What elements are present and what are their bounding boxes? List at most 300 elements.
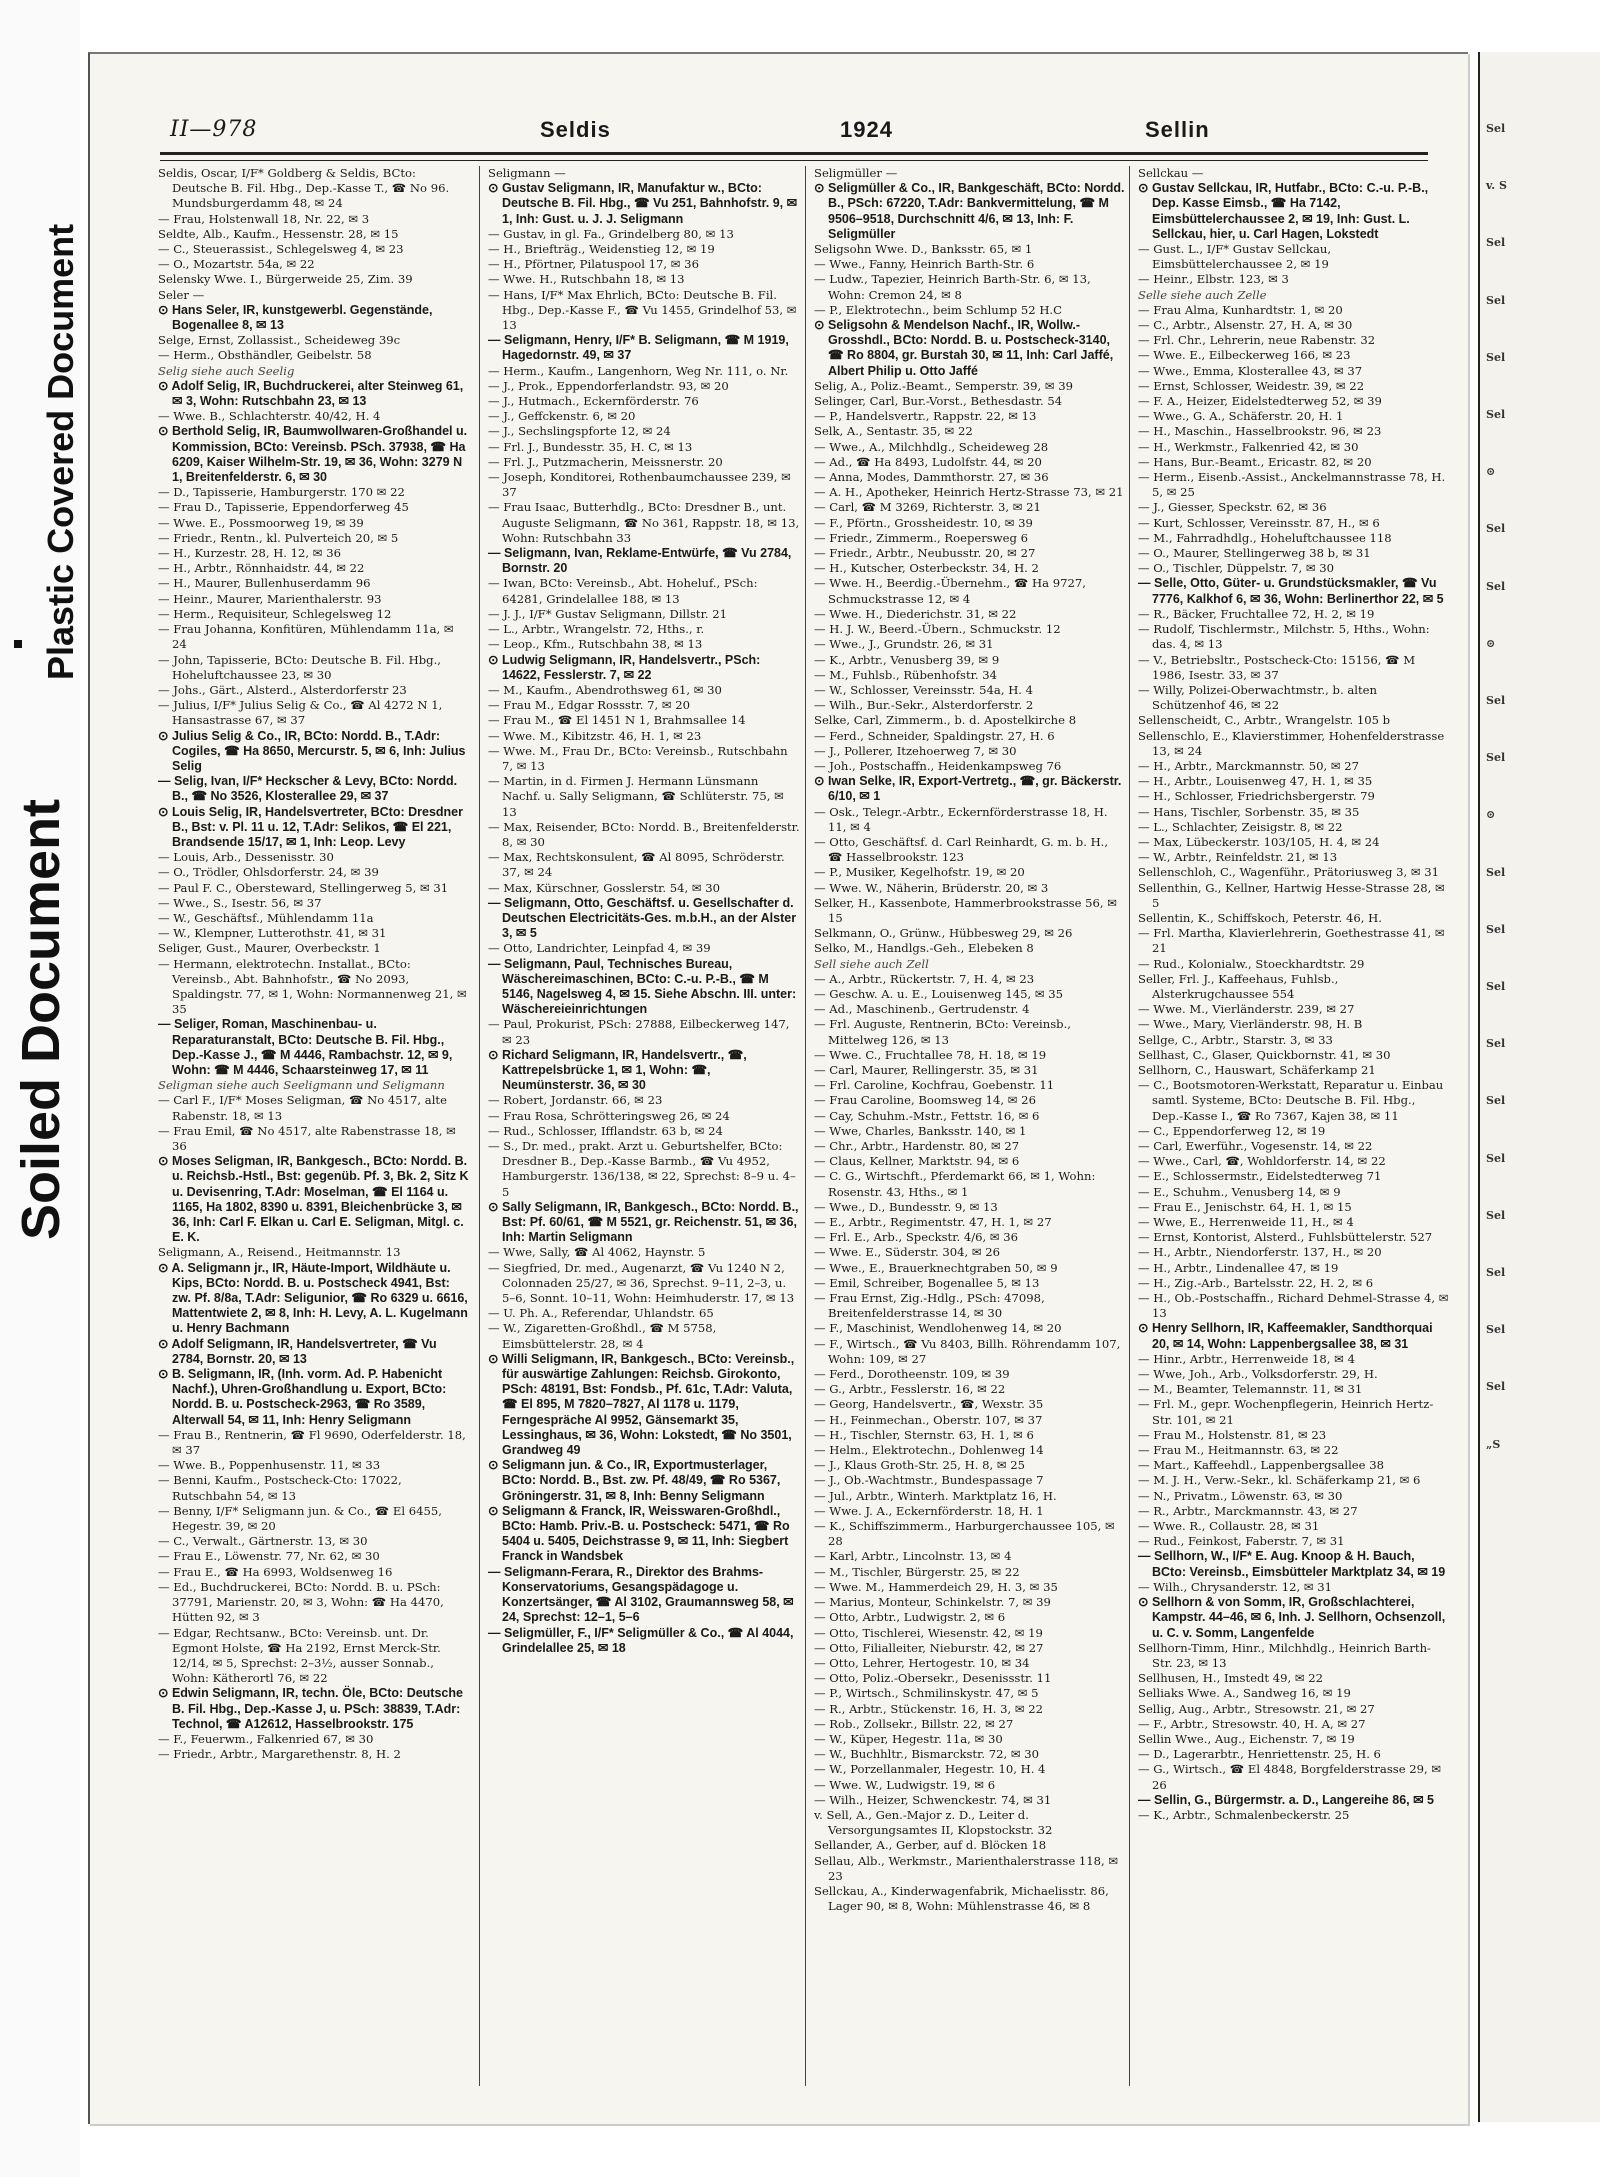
directory-entry: — Frau, Holstenwall 18, Nr. 22, ✉ 3 [158,211,370,226]
directory-entry: — W., Klempner, Lutterothstr. 41, ✉ 31 [158,926,387,941]
directory-entry: — Frau D., Tapisserie, Eppendorferweg 45 [158,500,409,515]
firm-entry: ⊙ B. Seligmann, IR, (Inh. vorm. Ad. P. Habenicht Nachf.), Uhren-Großhandlung u. Export, BCto: Nordd. B. u. Postscheck-2963, ☎ Ro 3589, Alterwall 54, ✉ 11, Inh: Henry Seligmann [158,1367,447,1427]
directory-entry: — U. Ph. A., Referendar, Uhlandstr. 65 [488,1306,714,1321]
directory-entry: — A., Arbtr., Rückertstr. 7, H. 4, ✉ 23 [814,971,1035,986]
directory-entry: — Wwe, E., Herrenweide 11, H., ✉ 4 [1138,1215,1354,1230]
edge-fragment: Sel [1486,980,1506,993]
directory-entry: — Wwe. H., Rutschbahn 18, ✉ 13 [488,272,685,287]
directory-entry: Seligmann, A., Reisend., Heitmannstr. 13 [158,1245,401,1260]
directory-entry: — G., Arbtr., Fesslerstr. 16, ✉ 22 [814,1382,1006,1397]
directory-entry: — Emil, Schreiber, Bogenallee 5, ✉ 13 [814,1275,1040,1290]
directory-entry: — J., Ob.-Wachtmstr., Bundespassage 7 [814,1473,1044,1488]
directory-entry: v. Sell, A., Gen.-Major z. D., Leiter d. Versorgungsamtes II, Klopstockstr. 32 [814,1807,1053,1838]
directory-entry: — Wwe. B., Poppenhusenstr. 11, ✉ 33 [158,1458,381,1473]
directory-entry: — S., Dr. med., prakt. Arzt u. Geburtshelfer, BCto: Dresdner B., Dep.-Kasse Barmb., ☎ Vu 4952, Hamburgerstr. 136/138, ✉ 22, Sprechst: 8–9 u. 4–5 [488,1139,796,1199]
firm-entry: ⊙ A. Seligmann jr., IR, Häute-Import, Wildhäute u. Kips, BCto: Nordd. B. u. Postscheck 4941, Bst: zw. Pf. 8/8a, T.Adr: Seligunior, ☎ Ro 6329 u. 6616, Mattentwiete 2, ✉ 8, Inh: H. Levy, A. L. Kugelmann u. Henry Bachmann [158,1260,468,1336]
directory-entry: — J., Sechslingspforte 12, ✉ 24 [488,424,671,439]
directory-entry: — Ernst, Kontorist, Alsterd., Fuhlsbüttelerstr. 527 [1138,1230,1433,1245]
directory-entry: — Wwe. C., Fruchtallee 78, H. 18, ✉ 19 [814,1047,1047,1062]
directory-entry: — W., Küper, Hegestr. 11a, ✉ 30 [814,1731,1003,1746]
directory-entry: — O., Maurer, Stellingerweg 38 b, ✉ 31 [1138,546,1371,561]
directory-entry: — A. H., Apotheker, Heinrich Hertz-Strasse 73, ✉ 21 [814,485,1124,500]
directory-entry: — Frl. Chr., Lehrerin, neue Rabenstr. 32 [1138,333,1376,348]
directory-entry: — Rud., Feinkost, Faberstr. 7, ✉ 31 [1138,1534,1345,1549]
directory-entry: — W., Schlosser, Vereinsstr. 54a, H. 4 [814,682,1034,697]
column-divider [479,166,480,2086]
directory-entry: — H., Arbtr., Louisenweg 47, H. 1, ✉ 35 [1138,774,1373,789]
directory-entry: Seligmüller — [814,166,898,180]
directory-entry: — Rud., Kolonialw., Stoeckhardtstr. 29 [1138,956,1365,971]
directory-column-3 [814,166,1126,2086]
directory-entry: — Paul, Prokurist, PSch: 27888, Eilbeckerweg 147, ✉ 23 [488,1017,790,1047]
directory-entry: — W., Arbtr., Reinfeldstr. 21, ✉ 13 [1138,850,1338,865]
directory-entry: Selle siehe auch Zelle [1138,287,1267,302]
directory-entry: — Ferd., Schneider, Spaldingstr. 27, H. 6 [814,728,1055,743]
directory-entry: Seligmann — [488,166,566,180]
directory-entry: — V., Betriebsltr., Postscheck-Cto: 15156, ☎ M 1986, Isestr. 33, ✉ 37 [1138,652,1416,682]
directory-entry: — C., Bootsmotoren-Werkstatt, Reparatur u. Einbau samtl. Systeme, BCto: Deutsche B. Fil. Hbg., Dep.-Kasse I., ☎ Ro 7367, Kajen 38, ✉ 11 [1138,1078,1444,1123]
directory-entry: — O., Trödler, Ohlsdorferstr. 24, ✉ 39 [158,865,379,880]
directory-entry: — Gustav, in gl. Fa., Grindelberg 80, ✉ 13 [488,226,734,241]
directory-entry: — W., Buchhltr., Bismarckstr. 72, ✉ 30 [814,1747,1039,1762]
directory-entry: Selk, A., Sentastr. 35, ✉ 22 [814,424,973,439]
directory-entry: — Willy, Polizei-Oberwachtmstr., b. alten Schützenhof 46, ✉ 22 [1138,682,1377,713]
directory-entry: — Wwe. W., Näherin, Brüderstr. 20, ✉ 3 [814,880,1049,895]
column-divider [805,166,806,2086]
directory-entry: — Carl, ☎ M 3269, Richterstr. 3, ✉ 21 [814,500,1041,515]
directory-entry: — Osk., Telegr.-Arbtr., Eckernförderstrasse 18, H. 11, ✉ 4 [814,804,1108,834]
directory-entry: — R., Arbtr., Marckmannstr. 43, ✉ 27 [1138,1503,1358,1518]
directory-entry: — Wwe. E., Süderstr. 304, ✉ 26 [814,1245,1001,1260]
directory-entry: — Hermann, elektrotechn. Installat., BCto: Vereinsb., Abt. Bahnhofstr., ☎ No 2093, Spaldingstr. 77, ✉ 1, Wohn: Normannenweg 21, ✉ 35 [158,956,467,1017]
directory-entry: — Wwe. H., Beerdig.-Übernehm., ☎ Ha 9727, Schmuckstrasse 12, ✉ 4 [814,576,1086,606]
directory-entry: Sellenthin, G., Kellner, Hartwig Hesse-Strasse 28, ✉ 5 [1138,880,1445,910]
directory-column-4 [1138,166,1450,2086]
directory-entry: — Wwe., Emma, Klosterallee 43, ✉ 37 [1138,363,1363,378]
firm-entry: — Sellhorn, W., I/F* E. Aug. Knoop & H. Bauch, BCto: Vereinsb., Eimsbütteler Marktplatz 34, ✉ 19 [1138,1549,1446,1579]
directory-entry: Seligman siehe auch Seeligmann und Seligmann [158,1078,445,1093]
directory-entry: — M., Beamter, Telemannstr. 11, ✉ 31 [1138,1382,1363,1397]
directory-entry: — Wwe. W., Ludwigstr. 19, ✉ 6 [814,1777,996,1792]
edge-fragment: „S [1486,1437,1501,1451]
directory-entry: — H., Arbtr., Marckmannstr. 50, ✉ 27 [1138,758,1359,773]
directory-entry: — Frl. Martha, Klavierlehrerin, Goethestrasse 41, ✉ 21 [1138,926,1445,956]
directory-entry: Seler — [158,287,205,302]
directory-entry: — Wwe. M., Vierländerstr. 239, ✉ 27 [1138,1002,1355,1017]
directory-entry: — Hans, I/F* Max Ehrlich, BCto: Deutsche B. Fil. Hbg., Dep.-Kasse F., ☎ Vu 1455, Grindelhof 53, ✉ 13 [488,287,797,333]
directory-entry: — Wwe. H., Diederichstr. 31, ✉ 22 [814,606,1017,621]
directory-entry: — Karl, Arbtr., Lincolnstr. 13, ✉ 4 [814,1549,1012,1564]
directory-column-2 [488,166,800,2086]
directory-entry: — Max, Kürschner, Gosslerstr. 54, ✉ 30 [488,880,721,895]
directory-entry: — H., Zig.-Arb., Bartelsstr. 22, H. 2, ✉ 6 [1138,1275,1374,1290]
directory-entry: — Frl. E., Arb., Speckstr. 4/6, ✉ 36 [814,1230,1019,1245]
directory-entry: — Claus, Kellner, Marktstr. 94, ✉ 6 [814,1154,1020,1169]
directory-entry: — H., Kutscher, Osterbeckstr. 34, H. 2 [814,561,1039,576]
directory-entry: Selig, A., Poliz.-Beamt., Semperstr. 39, ✉ 39 [814,378,1074,393]
directory-entry: — D., Tapisserie, Hamburgerstr. 170 ✉ 22 [158,485,405,500]
edge-fragment: Sel [1486,751,1506,765]
directory-entry: — Frl. J., Bundesstr. 35, H. C, ✉ 13 [488,439,693,454]
edge-fragment: Sel [1486,1208,1506,1222]
directory-entry: — Carl, Ewerführ., Vogesenstr. 14, ✉ 22 [1138,1139,1373,1153]
directory-entry: — K., Arbtr., Venusberg 39, ✉ 9 [814,652,1000,667]
directory-entry: — Wwe., S., Isestr. 56, ✉ 37 [158,895,322,910]
directory-entry: — M., Tischler, Bürgerstr. 25, ✉ 22 [814,1564,1020,1579]
directory-entry: — F., Wirtsch., ☎ Vu 8403, Billh. Röhrendamm 107, Wohn: 109, ✉ 27 [814,1336,1121,1366]
directory-entry: — Frl. Caroline, Kochfrau, Goebenstr. 11 [814,1078,1055,1093]
directory-entry: — O., Tischler, Düppelstr. 7, ✉ 30 [1138,561,1335,576]
directory-entry: — Carl, Maurer, Rellingerstr. 35, ✉ 31 [814,1062,1039,1077]
directory-column-1 [158,166,470,2086]
directory-entry: Sellander, A., Gerber, auf d. Blöcken 18 [814,1838,1047,1853]
directory-entry: — Wwe., G. A., Schäferstr. 20, H. 1 [1138,409,1344,424]
directory-entry: — Heinr., Elbstr. 123, ✉ 3 [1138,272,1289,287]
directory-entry: Sell siehe auch Zell [814,956,929,971]
directory-entry: Selliaks Wwe. A., Sandweg 16, ✉ 19 [1138,1686,1351,1701]
firm-entry: ⊙ Julius Selig & Co., IR, BCto: Nordd. B., T.Adr: Cogiles, ☎ Ha 8650, Mercurstr. 5, ✉ 6, Inh: Julius Selig [158,728,466,773]
directory-entry: — Wwe, Sally, ☎ Al 4062, Haynstr. 5 [488,1245,706,1260]
directory-entry: — Wwe. R., Collaustr. 28, ✉ 31 [1138,1519,1320,1534]
directory-entry: — Cay, Schuhm.-Mstr., Fettstr. 16, ✉ 6 [814,1108,1040,1123]
directory-entry: — F., Maschinist, Wendlohenweg 14, ✉ 20 [814,1321,1062,1336]
directory-entry: — J., Pollerer, Itzehoerweg 7, ✉ 30 [814,743,1017,758]
directory-entry: Selko, M., Handlgs.-Geh., Elebeken 8 [814,941,1034,956]
directory-entry: — H., Feinmechan., Oberstr. 107, ✉ 37 [814,1412,1043,1427]
directory-entry: — Heinr., Maurer, Marienthalerstr. 93 [158,591,382,606]
directory-entry: — Joseph, Konditorei, Rothenbaumchaussee 239, ✉ 37 [488,470,791,500]
directory-entry: — C., Eppendorferweg 12, ✉ 19 [1138,1123,1326,1138]
edge-fragment: Sel [1486,122,1506,135]
directory-entry: — Frau E., Löwenstr. 77, Nr. 62, ✉ 30 [158,1549,380,1564]
directory-entry: Sellckau — [1138,166,1204,180]
directory-entry: — J., Hutmach., Eckernförderstr. 76 [488,394,699,409]
directory-entry: — E., Arbtr., Regimentstr. 47, H. 1, ✉ 27 [814,1215,1052,1230]
directory-entry: — Otto, Geschäftsf. d. Carl Reinhardt, G. m. b. H., ☎ Hasselbrookstr. 123 [814,834,1109,865]
edge-fragment: v. S [1486,179,1507,193]
soiled-document-stamp: Soiled Document [11,798,71,1240]
directory-entry: — N., Privatm., Löwenstr. 63, ✉ 30 [1138,1488,1343,1503]
directory-entry: Seldis, Oscar, I/F* Goldberg & Seldis, BCto: Deutsche B. Fil. Hbg., Dep.-Kasse T., ☎ No 96. Mundsburgerdamm 48, ✉ 24 [158,166,450,211]
directory-entry: — Wwe., E., Brauerknechtgraben 50, ✉ 9 [814,1260,1058,1275]
directory-entry: — J., Klaus Groth-Str. 25, H. 8, ✉ 25 [814,1458,1026,1473]
edge-fragment: Sel [1486,922,1506,936]
directory-entry: — Friedr., Arbtr., Neubusstr. 20, ✉ 27 [814,546,1036,561]
directory-entry: — H., Maschin., Hasselbrookstr. 96, ✉ 23 [1138,424,1382,439]
directory-entry: — Herm., Kaufm., Langenhorn, Weg Nr. 111, o. Nr. [488,363,789,378]
directory-entry: — Frau M., Holstenstr. 81, ✉ 23 [1138,1427,1327,1442]
directory-entry: — F., Arbtr., Stresowstr. 40, H. A, ✉ 27 [1138,1716,1366,1731]
firm-entry: ⊙ Henry Sellhorn, IR, Kaffeemakler, Sandthorquai 20, ✉ 14, Wohn: Lappenbergsallee 38, ✉ 31 [1138,1321,1433,1351]
directory-entry: — Frau Rosa, Schrötteringsweg 26, ✉ 24 [488,1108,730,1123]
directory-entry: — Benny, I/F* Seligmann jun. & Co., ☎ El 6455, Hegestr. 39, ✉ 20 [158,1503,442,1534]
edge-fragment: Sel [1486,1037,1506,1051]
directory-entry: — Frau M., Edgar Rossstr. 7, ✉ 20 [488,698,691,713]
directory-entry: Seliger, Gust., Maurer, Overbeckstr. 1 [158,941,381,956]
directory-entry: — Frau E., Jenischstr. 64, H. 1, ✉ 15 [1138,1199,1352,1214]
directory-entry: — Johs., Gärt., Alsterd., Alsterdorferstr 23 [158,682,407,697]
directory-entry: — Wwe. M., Kibitzstr. 46, H. 1, ✉ 23 [488,728,702,743]
firm-entry: — Selig, Ivan, I/F* Heckscher & Levy, BCto: Nordd. B., ☎ No 3526, Klosterallee 29, ✉ 37 [158,774,458,804]
directory-entry: — Wwe. M., Hammerdeich 29, H. 3, ✉ 35 [814,1579,1058,1594]
directory-entry: Sellenschlo, E., Klavierstimmer, Hohenfelderstrasse 13, ✉ 24 [1138,728,1445,758]
edge-fragment: Sel [1486,350,1506,364]
directory-entry: — Friedr., Zimmerm., Roepersweg 6 [814,530,1028,545]
directory-entry: — Wwe., J., Grundstr. 26, ✉ 31 [814,637,994,652]
directory-entry: — Wilh., Heizer, Schwenckestr. 74, ✉ 31 [814,1792,1052,1807]
directory-entry: — Chr., Arbtr., Hardenstr. 80, ✉ 27 [814,1139,1020,1153]
directory-entry: — C., Verwalt., Gärtnerstr. 13, ✉ 30 [158,1534,368,1549]
directory-entry: — Louis, Arb., Dessenisstr. 30 [158,850,334,865]
directory-entry: — H., Tischler, Sternstr. 63, H. 1, ✉ 6 [814,1427,1034,1442]
directory-entry: — Wwe. E., Eilbeckerweg 166, ✉ 23 [1138,348,1351,363]
directory-entry: — J. J., I/F* Gustav Seligmann, Dillstr. 21 [488,606,727,621]
edge-fragment: Sel [1486,579,1506,593]
directory-entry: — John, Tapisserie, BCto: Deutsche B. Fil. Hbg., Hoheluftchaussee 23, ✉ 30 [158,652,441,682]
directory-entry: — H., Briefträg., Weidenstieg 12, ✉ 19 [488,242,715,257]
firm-entry: ⊙ Edwin Seligmann, IR, techn. Öle, BCto: Deutsche B. Fil. Hbg., Dep.-Kasse J, u. PSch: 38839, T.Adr: Technol, ☎ A12612, Hasselbrookstr. 175 [158,1686,463,1731]
directory-page [88,52,1468,2124]
header-first-keyword: Seldis [540,117,611,142]
directory-entry: Selkmann, O., Grünw., Hübbesweg 29, ✉ 26 [814,926,1073,941]
directory-entry: — P., Wirtsch., Schmilinskystr. 47, ✉ 5 [814,1686,1039,1701]
directory-entry: — Wilh., Chrysanderstr. 12, ✉ 31 [1138,1579,1333,1594]
firm-entry: — Seligmann, Otto, Geschäftsf. u. Gesellschafter d. Deutschen Electricitäts-Ges. m.b.H., an der Alster 3, ✉ 5 [488,895,797,941]
directory-entry: — C. G., Wirtschft., Pferdemarkt 66, ✉ 1, Wohn: Rosenstr. 43, Hths., ✉ 1 [814,1169,1096,1199]
side-stamp-strip [0,0,80,2177]
firm-entry: ⊙ Gustav Seligmann, IR, Manufaktur w., BCto: Deutsche B. Fil. Hbg., ☎ Vu 251, Bahnhofstr. 9, ✉ 1, Inh: Gust. u. J. J. Seligmann [488,181,798,226]
directory-entry: — Otto, Arbtr., Ludwigstr. 2, ✉ 6 [814,1610,1006,1625]
edge-fragment: ⊙ [1486,808,1496,822]
directory-entry: — Helm., Elektrotechn., Dohlenweg 14 [814,1443,1044,1458]
directory-entry: — Frau Isaac, Butterhdlg., BCto: Dresdner B., unt. Auguste Seligmann, ☎ No 361, Rappstr. 18, ✉ 13, Wohn: Rutschbahn 33 [488,500,800,545]
directory-entry: — P., Musiker, Kegelhofstr. 19, ✉ 20 [814,865,1025,880]
firm-entry: — Seligmann, Paul, Technisches Bureau, Wäschereimaschinen, BCto: C.-u. P.-B., ☎ M 5146, Nagelsweg 4, ✉ 15. Siehe Abschn. III. unter: Wäschereieinrichtungen [488,956,797,1017]
directory-entry: — L., Schlachter, Zeisigstr. 8, ✉ 22 [1138,819,1343,834]
edge-fragment: Sel [1486,1151,1506,1165]
directory-entry: — Frau Alma, Kunhardtstr. 1, ✉ 20 [1138,302,1343,317]
directory-entry: — Max, Lübeckerstr. 103/105, H. 4, ✉ 24 [1138,834,1380,849]
directory-entry: Selensky Wwe. I., Bürgerweide 25, Zim. 39 [158,272,413,287]
directory-entry: — Wwe. E., Possmoorweg 19, ✉ 39 [158,515,364,530]
directory-entry: — H., Werkmstr., Falkenried 42, ✉ 30 [1138,439,1359,454]
directory-entry: — D., Lagerarbtr., Henriettenstr. 25, H. 6 [1138,1747,1381,1762]
directory-entry: — G., Wirtsch., ☎ El 4848, Borgfelderstrasse 29, ✉ 26 [1138,1762,1442,1792]
directory-entry: — Friedr., Rentn., kl. Pulverteich 20, ✉ 5 [158,530,399,545]
stamp-mark [14,640,22,648]
directory-entry: — Siegfried, Dr. med., Augenarzt, ☎ Vu 1240 N 2, Colonnaden 25/27, ✉ 36, Sprechst. 9–11, 2–3, u. 5–6, Sonnt. 10–11, Wohn: Heimhuderstr. 17, ✉ 13 [488,1260,795,1306]
directory-entry: Sellenscheidt, C., Arbtr., Wrangelstr. 105 b [1138,713,1391,728]
directory-entry: — F., Feuerwm., Falkenried 67, ✉ 30 [158,1731,374,1746]
directory-entry: Sellau, Alb., Werkmstr., Marienthalerstrasse 118, ✉ 23 [814,1853,1119,1883]
directory-entry: — Max, Rechtskonsulent, ☎ Al 8095, Schröderstr. 37, ✉ 24 [488,850,785,880]
directory-entry: — H. J. W., Beerd.-Übern., Schmuckstr. 12 [814,622,1061,637]
firm-entry: ⊙ Berthold Selig, IR, Baumwollwaren-Großhandel u. Kommission, BCto: Vereinsb. PSch. 37938, ☎ Ha 6209, Kaiser Wilhelm-Str. 19, ✉ 36, Wohn: 3279 N 1, Breitenfelderstr. 6, ✉ 30 [158,424,468,485]
directory-entry: Selig siehe auch Seelig [158,363,295,378]
directory-entry: — Ernst, Schlosser, Weidestr. 39, ✉ 22 [1138,378,1365,393]
directory-entry: — Ferd., Dorotheenstr. 109, ✉ 39 [814,1367,1010,1382]
firm-entry: ⊙ Seligmann & Franck, IR, Weisswaren-Großhdl., BCto: Hamb. Priv.-B. u. Postscheck: 5471, ☎ Ro 5404 u. 5405, Deichstrasse 9, ✉ 11, Inh: Siegbert Franck in Wandsbek [488,1503,790,1564]
directory-entry: Selge, Ernst, Zollassist., Scheideweg 39c [158,333,401,348]
directory-entry: — R., Bäcker, Fruchtallee 72, H. 2, ✉ 19 [1138,606,1375,621]
directory-entry: Sellhast, C., Glaser, Quickbornstr. 41, ✉ 30 [1138,1047,1391,1062]
directory-entry: — Kurt, Schlosser, Vereinsstr. 87, H., ✉ 6 [1138,515,1380,530]
directory-entry: — Frau M., ☎ El 1451 N 1, Brahmsallee 14 [488,713,746,728]
directory-entry: — Friedr., Arbtr., Margarethenstr. 8, H. 2 [158,1747,401,1762]
firm-entry: ⊙ Iwan Selke, IR, Export-Vertretg., ☎, gr. Bäckerstr. 6/10, ✉ 1 [814,774,1122,804]
edge-fragment: Sel [1486,522,1506,536]
directory-entry: — Wwe, Joh., Arb., Volksdorferstr. 29, H. [1138,1367,1378,1382]
directory-entry: — Frau M., Heitmannstr. 63, ✉ 22 [1138,1443,1339,1458]
directory-entry: — Rudolf, Tischlermstr., Milchstr. 5, Hths., Wohn: das. 4, ✉ 13 [1138,622,1430,652]
directory-entry: — R., Arbtr., Stückenstr. 16, H. 3, ✉ 22 [814,1701,1044,1716]
directory-entry: — P., Handelsvertr., Rappstr. 22, ✉ 13 [814,409,1037,424]
edge-fragment: Sel [1486,694,1506,707]
directory-entry: — Benni, Kaufm., Postscheck-Cto: 17022, Rutschbahn 54, ✉ 13 [158,1473,402,1503]
firm-entry: — Seliger, Roman, Maschinenbau- u. Reparaturanstalt, BCto: Deutsche B. Fil. Hbg., Dep.-Kasse J., ☎ M 4446, Rambachstr. 12, ✉ 9, Wohn: ☎ M 4446, Schaarsteinweg 17, ✉ 11 [158,1017,453,1077]
firm-entry: — Sellin, G., Bürgermstr. a. D., Langereihe 86, ✉ 5 [1138,1792,1434,1807]
firm-entry: ⊙ Willi Seligmann, IR, Bankgesch., BCto: Vereinsb., für auswärtige Zahlungen: Reichsb. Girokonto, PSch: 48191, Bst: Fondsb., Pf. 61c, T.Adr: Valuta, ☎ El 895, M 7820–7827, Al 1178 u. 1179, Ferngespräche Al 9952, Gänsemarkt 35, Lessinghaus, ✉ 36, Wohn: Lokstedt, ☎ No 3501, Grandweg 49 [488,1351,795,1458]
directory-entry: Sellhorn, C., Hauswart, Schäferkamp 21 [1138,1062,1376,1077]
directory-entry: Sellenschloh, C., Wagenführ., Prätoriusweg 3, ✉ 31 [1138,865,1439,880]
directory-entry: — Frl. M., gepr. Wochenpflegerin, Heinrich Hertz-Str. 101, ✉ 21 [1138,1397,1434,1427]
directory-entry: — H., Ob.-Postschaffn., Richard Dehmel-Strasse 4, ✉ 13 [1138,1291,1449,1321]
directory-entry: — Georg, Handelsvertr., ☎, Wexstr. 35 [814,1397,1044,1412]
firm-entry: ⊙ Adolf Selig, IR, Buchdruckerei, alter Steinweg 61, ✉ 3, Wohn: Rutschbahn 23, ✉ 13 [158,378,464,409]
directory-entry: — Julius, I/F* Julius Selig & Co., ☎ Al 4272 N 1, Hansastrasse 67, ✉ 37 [158,698,443,728]
firm-entry: — Seligmann, Ivan, Reklame-Entwürfe, ☎ Vu 2784, Bornstr. 20 [488,546,792,576]
edge-fragment: Sel [1486,1094,1506,1108]
firm-entry: — Seligmüller, F., I/F* Seligmüller & Co., ☎ Al 4044, Grindelallee 25, ✉ 18 [488,1625,794,1655]
directory-entry: — Ad., ☎ Ha 8493, Ludolfstr. 44, ✉ 20 [814,454,1042,469]
directory-entry: — Robert, Jordanstr. 66, ✉ 23 [488,1093,663,1108]
directory-entry: — K., Schiffszimmerm., Harburgerchaussee 105, ✉ 28 [814,1519,1115,1549]
directory-entry: — H., Pförtner, Pilatuspool 17, ✉ 36 [488,257,699,272]
directory-entry: — Edgar, Rechtsanw., BCto: Vereinsb. unt. Dr. Egmont Holste, ☎ Ha 2192, Ernst Merck-Str. 12/14, ✉ 5, Sprechst: 2–3½, ausser Sonnab., Wohn: Kätherortl 76, ✉ 22 [158,1625,441,1686]
directory-entry: — C., Steuerassist., Schlegelsweg 4, ✉ 23 [158,242,404,257]
directory-entry: — Carl F., I/F* Moses Seligman, ☎ No 4517, alte Rabenstr. 18, ✉ 13 [158,1093,447,1123]
directory-entry: — Wwe., D., Bundesstr. 9, ✉ 13 [814,1199,998,1214]
directory-entry: — Paul F. C., Obersteward, Stellingerweg 5, ✉ 31 [158,880,449,895]
firm-entry: ⊙ Louis Selig, IR, Handelsvertreter, BCto: Dresdner B., Bst: v. Pl. 11 u. 12, T.Adr: Selikos, ☎ El 221, Brandsende 15/17, ✉ 1, Inh: Leop. Levy [158,804,463,849]
directory-entry: Seller, Frl. J., Kaffeehaus, Fuhlsb., Alsterkrugchaussee 554 [1138,971,1339,1001]
directory-entry: — Frau E., ☎ Ha 6993, Woldsenweg 16 [158,1564,393,1579]
directory-entry: — Wwe, Charles, Banksstr. 140, ✉ 1 [814,1123,1027,1138]
directory-entry: — M. J. H., Verw.-Sekr., kl. Schäferkamp 21, ✉ 6 [1138,1473,1421,1488]
directory-entry: — F., Pförtn., Grossheidestr. 10, ✉ 39 [814,515,1033,530]
directory-entry: — Otto, Poliz.-Obersekr., Desenissstr. 11 [814,1671,1052,1686]
directory-entry: — E., Schuhm., Venusberg 14, ✉ 9 [1138,1184,1341,1199]
edge-fragment: Sel [1486,1323,1506,1337]
directory-entry: Selker, H., Kassenbote, Hammerbrookstrasse 56, ✉ 15 [814,895,1118,925]
directory-entry: — Frau Johanna, Konfitüren, Mühlendamm 11a, ✉ 24 [158,622,454,652]
directory-entry: Sellhorn-Timm, Hinr., Milchhdlg., Heinrich Barth-Str. 23, ✉ 13 [1138,1640,1431,1670]
directory-entry: — Anna, Modes, Dammthorstr. 27, ✉ 36 [814,470,1049,485]
directory-entry: — Rud., Schlosser, Ifflandstr. 63 b, ✉ 24 [488,1123,723,1138]
directory-entry: — Wwe. M., Frau Dr., BCto: Vereinsb., Rutschbahn 7, ✉ 13 [488,743,788,773]
directory-entry: — Leop., Kfm., Rutschbahn 38, ✉ 13 [488,637,703,652]
directory-entry: — Geschw. A. u. E., Louisenweg 145, ✉ 35 [814,986,1064,1001]
directory-entry: — Otto, Landrichter, Leinpfad 4, ✉ 39 [488,941,711,956]
directory-entry: Sellentin, K., Schiffskoch, Peterstr. 46, H. [1138,910,1382,925]
directory-entry: Selke, Carl, Zimmerm., b. d. Apostelkirche 8 [814,713,1077,728]
directory-entry: — Wwe. B., Schlachterstr. 40/42, H. 4 [158,409,381,424]
column-divider [1129,166,1130,2086]
directory-entry: — P., Elektrotechn., beim Schlump 52 H.C [814,302,1062,317]
directory-entry: — W., Geschäftsf., Mühlendamm 11a [158,910,374,925]
directory-entry: — C., Arbtr., Alsenstr. 27, H. A, ✉ 30 [1138,318,1353,333]
directory-entry: — H., Arbtr., Niendorferstr. 137, H., ✉ 20 [1138,1245,1382,1260]
directory-entry: — H., Schlosser, Friedrichsbergerstr. 79 [1138,789,1375,804]
directory-entry: — W., Porzellanmaler, Hegestr. 10, H. 4 [814,1762,1046,1777]
directory-entry: — Wwe. J. A., Eckernförderstr. 18, H. 1 [814,1503,1044,1518]
directory-entry: — J., Prok., Eppendorferlandstr. 93, ✉ 20 [488,378,729,393]
directory-entry: — M., Fahrradhdlg., Hoheluftchaussee 118 [1138,530,1392,545]
directory-entry: — Hans, Bur.-Beamt., Ericastr. 82, ✉ 20 [1138,454,1372,469]
header-last-keyword: Sellin [1145,117,1210,142]
directory-entry: Sellin Wwe., Aug., Eichenstr. 7, ✉ 19 [1138,1731,1355,1746]
directory-entry: — W., Zigaretten-Großhdl., ☎ M 5758, Eimsbüttelerstr. 28, ✉ 4 [488,1321,717,1351]
directory-entry: — Herm., Eisenb.-Assist., Anckelmannstrasse 78, H. 5, ✉ 25 [1138,470,1446,500]
firm-entry: ⊙ Seligmann jun. & Co., IR, Exportmusterlager, BCto: Nordd. B., Bst. zw. Pf. 48/49, ☎ Ro 5367, Gröningerstr. 31, ✉ 8, Inh: Benny Seligmann [488,1458,781,1503]
edge-fragment: Sel [1486,293,1506,307]
directory-entry: — Wwe., Carl, ☎, Wohldorferstr. 14, ✉ 22 [1138,1154,1386,1169]
firm-entry: ⊙ Moses Seligman, IR, Bankgesch., BCto: Nordd. B. u. Reichsb.-Hstl., Bst: gegenüb. Pf. 3, Bk. 2, Sitz K u. Devisenring, T.Adr: Moselman, ☎ El 1164 u. 1165, Ha 1802, 8390 u. 8391, Bleichenbrücke 3, ✉ 36, Inh: Carl F. Elkan u. Carl E. Seligman, Mitgl. c. E. K. [158,1154,469,1245]
directory-entry: — F. A., Heizer, Eidelstedterweg 52, ✉ 39 [1138,394,1382,409]
directory-entry: Sellig, Aug., Arbtr., Stresowstr. 21, ✉ 27 [1138,1701,1375,1716]
directory-entry: — Joh., Postschaffn., Heidenkampsweg 76 [814,758,1062,773]
directory-entry: — Martin, in d. Firmen J. Hermann Lünsmann Nachf. u. Sally Seligmann, ☎ Schlüterstr. 75, ✉ 13 [488,774,784,819]
directory-entry: — Herm., Obsthändler, Geibelstr. 58 [158,348,372,363]
directory-entry: — Iwan, BCto: Vereinsb., Abt. Hoheluf., PSch: 64281, Grindelallee 188, ✉ 13 [488,576,758,606]
directory-entry: — Frau Ernst, Zig.-Hdlg., PSch: 47098, Breitenfelderstrasse 14, ✉ 30 [814,1291,1045,1321]
directory-entry: — Herm., Requisiteur, Schlegelsweg 12 [158,606,392,621]
directory-entry: — E., Schlossermstr., Eidelstedterweg 71 [1138,1169,1382,1184]
directory-entry: — Wilh., Bur.-Sekr., Alsterdorferstr. 2 [814,698,1034,713]
edge-fragment: Sel [1486,865,1506,879]
directory-entry: Selinger, Carl, Bur.-Vorst., Bethesdastr. 54 [814,394,1063,409]
directory-entry: — Rob., Zollsekr., Billstr. 22, ✉ 27 [814,1716,1014,1731]
firm-entry: ⊙ Gustav Sellckau, IR, Hutfabr., BCto: C.-u. P.-B., Dep. Kasse Eimsb., ☎ Ha 7142, Eimsbüttelerchaussee 2, ✉ 19, Inh: Gust. L. Sellckau, hier, u. Carl Hagen, Lokstedt [1138,181,1429,241]
directory-entry: — Wwe., A., Milchhdlg., Scheideweg 28 [814,439,1049,454]
firm-entry: — Selle, Otto, Güter- u. Grundstücksmakler, ☎ Vu 7776, Kalkhof 6, ✉ 36, Wohn: Berlinerthor 22, ✉ 5 [1138,576,1444,606]
header-year: 1924 [840,117,893,142]
directory-entry: — Otto, Tischlerei, Wiesenstr. 42, ✉ 19 [814,1625,1043,1640]
edge-fragment: Sel [1486,236,1506,250]
edge-fragment: Sel [1486,1266,1506,1279]
directory-entry: — H., Arbtr., Rönnhaidstr. 44, ✉ 22 [158,561,365,576]
adjacent-page-edge [1478,52,1600,2122]
directory-entry: — J., Giesser, Speckstr. 62, ✉ 36 [1138,500,1327,515]
firm-entry: ⊙ Adolf Seligmann, IR, Handelsvertreter, ☎ Vu 2784, Bornstr. 20, ✉ 13 [158,1336,437,1366]
page-number: II—978 [170,117,258,142]
firm-entry: ⊙ Seligmüller & Co., IR, Bankgeschäft, BCto: Nordd. B., PSch: 67220, T.Adr: Bankvermittelung, ☎ M 9506–9518, Durchschnitt 4/6, ✉ 13, Inh: F. Seligmüller [814,181,1125,241]
edge-fragment: ⊙ [1486,636,1496,650]
directory-entry: — Frau Emil, ☎ No 4517, alte Rabenstrasse 18, ✉ 36 [158,1123,456,1153]
directory-entry: — M., Kaufm., Abendrothsweg 61, ✉ 30 [488,682,722,697]
edge-fragment: Sel [1486,408,1506,421]
directory-entry: — H., Arbtr., Lindenallee 47, ✉ 19 [1138,1260,1339,1275]
directory-entry: — Ad., Maschinenb., Gertrudenstr. 4 [814,1002,1030,1017]
directory-entry: — Hans, Tischler, Sorbenstr. 35, ✉ 35 [1138,804,1360,819]
directory-entry: Sellhusen, H., Imstedt 49, ✉ 22 [1138,1671,1324,1686]
firm-entry: ⊙ Sally Seligmann, IR, Bankgesch., BCto: Nordd. B., Bst: Pf. 60/61, ☎ M 5521, gr. Reichenstr. 51, ✉ 36, Inh: Martin Seligmann [488,1199,799,1245]
edge-fragment: Sel [1486,1380,1506,1394]
directory-entry: — Otto, Lehrer, Hertogestr. 10, ✉ 34 [814,1655,1030,1670]
firm-entry: — Seligmann, Henry, I/F* B. Seligmann, ☎ M 1919, Hagedornstr. 49, ✉ 37 [488,333,789,363]
directory-entry: Sellckau, A., Kinderwagenfabrik, Michaelisstr. 86, Lager 90, ✉ 8, Wohn: Mühlenstrasse 46, ✉ 8 [814,1883,1109,1914]
directory-entry: — K., Arbtr., Schmalenbeckerstr. 25 [1138,1807,1350,1822]
